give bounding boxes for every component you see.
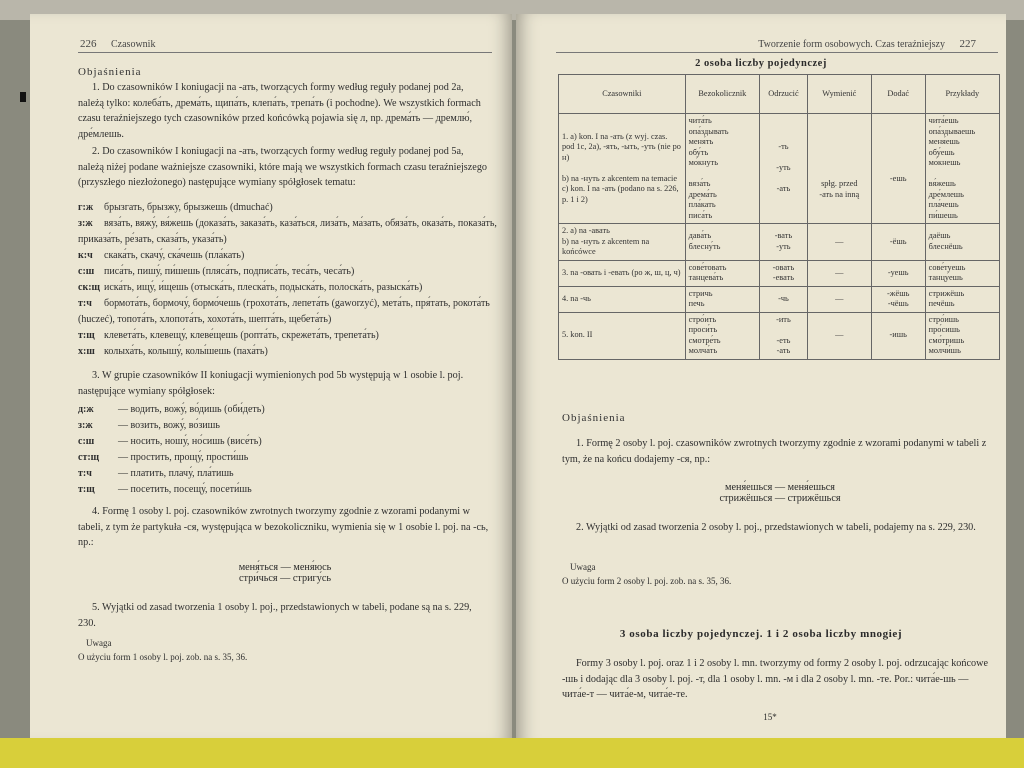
alternation-key: з:ж xyxy=(78,420,93,431)
signature-mark: 15* xyxy=(763,712,777,722)
table-cell-infinitives: стро́ить проси́ть смотре́ть молча́ть xyxy=(685,312,759,359)
alternation-text: — платить, плачу́, пла́тишь xyxy=(118,468,234,479)
table-cell-infinitives: стричь печь xyxy=(685,286,759,312)
alternation-text: колыха́ть, колышу́, колы́шешь (паха́ть) xyxy=(104,346,268,357)
table-cell-examples: даёшь блеснёшь xyxy=(925,224,999,261)
table-header-cell: Dodać xyxy=(871,75,925,114)
right-page-number: 227 xyxy=(959,38,976,50)
table-cell-change: — xyxy=(807,260,871,286)
black-marker xyxy=(20,92,26,102)
table-row xyxy=(559,114,1000,224)
table-cell-change: — xyxy=(807,312,871,359)
table-cell-infinitives: чита́ть опа́здывать меня́ть обу́ть мо́кнуть вяза́ть дрема́ть пла́кать писа́ть xyxy=(685,114,759,224)
alternation-text: клевета́ть, клевещу́, клеве́щешь (ропта́ть, скрежета́ть, трепета́ть) xyxy=(104,330,379,341)
right-header-rule xyxy=(556,52,998,53)
left-para-5: 5. Wyjątki od zasad tworzenia 1 osoby l. poj., przedstawionych w tabeli, podane są na s. 229, 230. xyxy=(78,602,472,629)
table-cell-change: spłg. przed -ать na inną xyxy=(807,114,871,224)
endings-table xyxy=(558,74,1000,360)
example-line: стри́чься — стригу́сь xyxy=(239,573,331,584)
table-title: 2 osoba liczby pojedynczej xyxy=(695,58,827,69)
right-para-2: 2. Wyjątki od zasad tworzenia 2 osoby l. poj., przedstawionych w tabeli, podajemy na s. 229, 230. xyxy=(576,522,976,533)
table-cell-verbs: 4. na -чь xyxy=(559,286,686,312)
alternation-row xyxy=(78,434,498,450)
alternation-row xyxy=(78,216,498,248)
right-para-1: 1. Formę 2 osoby l. poj. czasowników zwrotnych tworzymy zgodnie z wzorami podanymi w tabeli z tym, że na końcu dodajemy -ся, np.: xyxy=(562,438,987,465)
alternation-text: бормота́ть, бормочу́, бормо́чешь (грохота́ть, лепета́ть (gaworzyć), мета́ть, пря́тать, рокота́ть (huczeć), топота́ть, хлопота́ть, хохота́ть, шепта́ть, щебета́ть) xyxy=(78,298,490,325)
table-header-cell: Przykłady xyxy=(925,75,999,114)
table-row xyxy=(559,224,1000,261)
table-cell-change: — xyxy=(807,224,871,261)
alternation-key: т:щ xyxy=(78,484,95,495)
right-section-title: Objaśnienia xyxy=(562,412,626,424)
alternation-text: — посетить, посещу́, посети́шь xyxy=(118,484,252,495)
table-cell-drop: -ить -еть -ать xyxy=(760,312,808,359)
alternation-row xyxy=(78,200,498,216)
table-row xyxy=(559,286,1000,312)
left-para-3: 3. W grupie czasowników II koniugacji wymienionych pod 5b występują w 1 osobie l. poj. następujące wymiany spółgłosek: xyxy=(78,370,464,397)
table-cell-infinitives: сове́товать танцева́ть xyxy=(685,260,759,286)
example-line: меня́ться — меня́юсь xyxy=(238,562,332,573)
left-para-2: 2. Do czasowników I koniugacji na -ать, tworzących formy według reguły podanej pod 5a, należą niżej podane ważniejsze czasowniki, które mają we wszystkich formach czasu teraźniejszego (przyszłego niezłożonego) następujące wymiany spółgłosek tematu: xyxy=(78,146,488,188)
left-running-head: Czasownik xyxy=(111,39,156,50)
alternation-key: ст:щ xyxy=(78,452,100,463)
left-note-title: Uwaga xyxy=(86,638,112,648)
table-cell-drop: -овать -евать xyxy=(760,260,808,286)
alternation-row xyxy=(78,328,498,344)
table-cell-drop: -вать -уть xyxy=(760,224,808,261)
alternation-text: — водить, вожу́, во́дишь (оби́деть) xyxy=(118,404,265,415)
alternation-row xyxy=(78,264,498,280)
alternations-list-1 xyxy=(78,200,498,360)
table-cell-add: -ешь xyxy=(871,114,925,224)
alternation-key: с:ш xyxy=(78,266,95,277)
table-cell-infinitives: дава́ть блесну́ть xyxy=(685,224,759,261)
table-row xyxy=(559,312,1000,359)
background-bottom xyxy=(0,738,1024,768)
right-note-text: O użyciu form 2 osoby l. poj. zob. na s. 35, 36. xyxy=(562,576,732,586)
table-cell-examples: сове́туешь танцу́ешь xyxy=(925,260,999,286)
alternation-key: д:ж xyxy=(78,404,94,415)
left-header xyxy=(80,38,155,50)
left-para-1: 1. Do czasowników I koniugacji na -ать, tworzących formy według reguły podanej pod 2a, należą tylko: колеба́ть, дрема́ть, щипа́ть, клепа́ть, трепа́ть (i pochodne). We wszystkich formach czasu teraźniejszego tych czasowników przed końcówką pojawia się л, np. дрема́ть — дремлю́, дре́млешь. xyxy=(78,82,481,140)
table-header-cell: Bezokolicznik xyxy=(685,75,759,114)
alternation-key: т:ч xyxy=(78,298,92,309)
alternation-text: — простить, прощу́, прости́шь xyxy=(118,452,249,463)
right-running-head: Tworzenie form osobowych. Czas teraźniejszy xyxy=(758,39,945,50)
table-cell-drop: -чь xyxy=(760,286,808,312)
alternation-text: скака́ть, скачу́, ска́чешь (пла́кать) xyxy=(104,250,245,261)
table-cell-examples: стро́ишь про́сишь смо́тришь молчи́шь xyxy=(925,312,999,359)
right-para-3: Formy 3 osoby l. poj. oraz 1 i 2 osoby l. mn. tworzymy od formy 2 osoby l. poj. odrzucając końcowe -шь i dodając dla 3 osoby l. poj. -т, dla 1 osoby l. mn. -м i dla 2 osoby l. mn. -те. Por.: чита́е-шь — чита́е-т — чита́е-м, чита́е-те. xyxy=(562,658,988,700)
alternation-key: к:ч xyxy=(78,250,93,261)
alternation-row xyxy=(78,466,498,482)
table-header-cell: Czasowniki xyxy=(559,75,686,114)
table-cell-verbs: 2. a) na -авать b) na -нуть z akcentem na końcówce xyxy=(559,224,686,261)
alternation-text: — носить, ношу́, но́сишь (висе́ть) xyxy=(118,436,262,447)
left-header-rule xyxy=(78,52,492,53)
left-note-text: O użyciu form 1 osoby l. poj. zob. na s. 35, 36. xyxy=(78,652,248,662)
table-body xyxy=(559,114,1000,360)
alternations-list-2 xyxy=(78,402,498,498)
table-cell-verbs: 5. kon. II xyxy=(559,312,686,359)
table-cell-add: -ишь xyxy=(871,312,925,359)
table-cell-examples: стрижёшь печёшь xyxy=(925,286,999,312)
left-page xyxy=(30,14,512,742)
alternation-key: с:ш xyxy=(78,436,95,447)
table-header-cell: Wymienić xyxy=(807,75,871,114)
alternation-row xyxy=(78,402,498,418)
left-page-number: 226 xyxy=(80,38,97,50)
table-cell-verbs: 1. a) kon. I na -ать (z wyj. czas. pod 1c, 2a), -ять, -ыть, -уть (nie po н) b) na -нуть z akcentem na temacie c) kon. I na -ать (podano na s. 226, p. 1 i 2) xyxy=(559,114,686,224)
alternation-row xyxy=(78,296,498,328)
alternation-key: ск:щ xyxy=(78,282,100,293)
table-cell-add: -уешь xyxy=(871,260,925,286)
alternation-key: т:щ xyxy=(78,330,95,341)
left-section-title: Objaśnienia xyxy=(78,66,142,78)
subheading: 3 osoba liczby pojedynczej. 1 i 2 osoba liczby mnogiej xyxy=(619,628,903,640)
alternation-key: г:ж xyxy=(78,202,94,213)
table-cell-verbs: 3. na -овать i -евать (po ж, ш, ц, ч) xyxy=(559,260,686,286)
alternation-key: з:ж xyxy=(78,218,93,229)
right-note-title: Uwaga xyxy=(570,562,596,572)
left-para-4: 4. Formę 1 osoby l. poj. czasowników zwrotnych tworzymy zgodnie z wzorami podanymi w tabeli, z tym że partykuła -ся, występująca w bezokoliczniku, wymienia się w 1 osobie l. poj. na -сь, np.: xyxy=(78,506,489,548)
table-cell-drop: -ть -уть -ать xyxy=(760,114,808,224)
table-row xyxy=(559,260,1000,286)
alternation-text: иска́ть, ищу́, и́щешь (отыска́ть, плеска́ть, подыска́ть, полоска́ть, разыска́ть) xyxy=(104,282,423,293)
table-header-row xyxy=(559,75,1000,114)
right-page xyxy=(516,14,1006,746)
right-header xyxy=(758,38,976,50)
right-examples-1 xyxy=(562,482,998,504)
alternation-row xyxy=(78,344,498,360)
table-cell-examples: чита́ешь опа́здываешь меня́ешь обу́ешь мо́кнешь вя́жешь дре́млешь пла́чешь пи́шешь xyxy=(925,114,999,224)
alternation-text: брызгать, брызжу, брызжешь (dmuchać) xyxy=(104,202,273,213)
alternation-key: х:ш xyxy=(78,346,95,357)
alternation-row xyxy=(78,450,498,466)
table-cell-change: — xyxy=(807,286,871,312)
left-examples-4 xyxy=(78,562,492,584)
alternation-row xyxy=(78,248,498,264)
table-cell-add: -ёшь xyxy=(871,224,925,261)
table-header-cell: Odrzucić xyxy=(760,75,808,114)
alternation-key: т:ч xyxy=(78,468,92,479)
alternation-row xyxy=(78,418,498,434)
alternation-text: писа́ть, пишу́, пи́шешь (пляса́ть, подписа́ть, теса́ть, чеса́ть) xyxy=(104,266,355,277)
example-line: стрижёшься — стрижёшься xyxy=(719,493,841,504)
example-line: меня́ешься — меня́ешься xyxy=(725,482,835,493)
table-cell-add: -жёшь -чёшь xyxy=(871,286,925,312)
alternation-row xyxy=(78,280,498,296)
alternation-row xyxy=(78,482,498,498)
alternation-text: — возить, вожу́, во́зишь xyxy=(118,420,220,431)
alternation-text: вяза́ть, вяжу́, вя́жешь (доказа́ть, заказа́ть, каза́ться, лиза́ть, ма́зать, обяза́ть, оказа́ть, показа́ть, приказа́ть, ре́зать, сказа́ть, указа́ть) xyxy=(78,218,497,245)
